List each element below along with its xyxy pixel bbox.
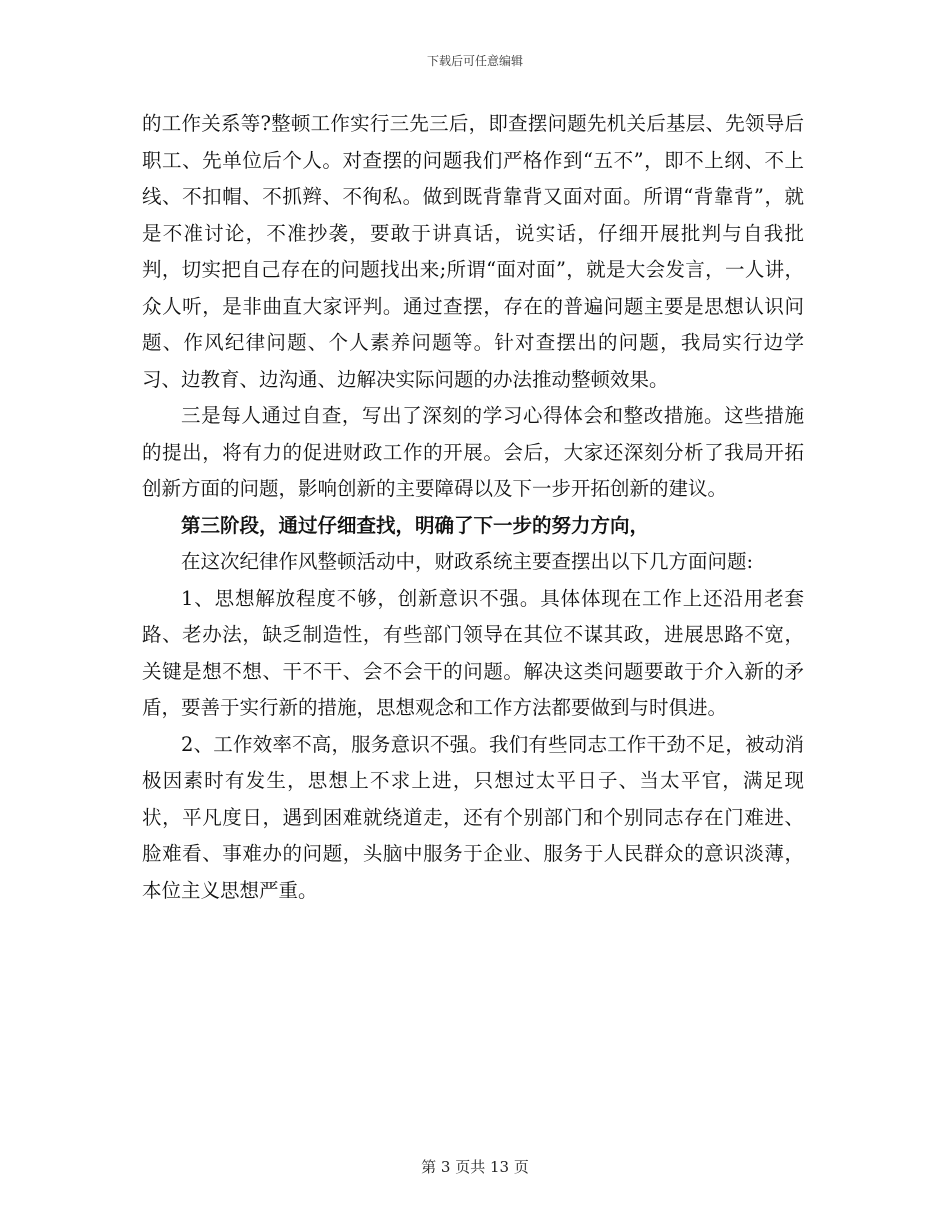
paragraph-intro-problems: 在这次纪律作风整顿活动中，财政系统主要查摆出以下几方面问题:: [181, 550, 754, 573]
paragraph-problem-two: 2、工作效率不高，服务意识不强。我们有些同志工作干劲不足，被动消极因素时有发生，思想上不求上进，只想过太平日子、当太平官，满足现状，平凡度日，遇到困难就绕道走，还有个别部门和个别同志存在门难进、脸难看、事难办的问题，头脑中服务于企业、服务于人民群众的意识淡薄，本位主义思想严重。: [142, 732, 804, 902]
paragraph-problem-one: 1、思想解放程度不够，创新意识不强。具体体现在工作上还沿用老套路、老办法，缺乏制造性，有些部门领导在其位不谋其政，进展思路不宽，关键是想不想、干不干、会不会干的问题。解决这类问题要敢于介入新的矛盾，要善于实行新的措施，思想观念和工作方法都要做到与时俱进。: [142, 586, 804, 719]
paragraph-continuation: 的工作关系等?整顿工作实行三先三后，即查摆问题先机关后基层、先领导后职工、先单位后个人。对查摆的问题我们严格作到“五不”，即不上纲、不上线、不扣帽、不抓辫、不徇私。做到既背靠背又面对面。所谓“背靠背”，就是不准讨论，不准抄袭，要敢于讲真话，说实话，仔细开展批判与自我批判，切实把自己存在的问题找出来;所谓“面对面”，就是大会发言，一人讲，众人听，是非曲直大家评判。通过查摆，存在的普遍问题主要是思想认识问题、作风纪律问题、个人素养问题等。针对查摆出的问题，我局实行边学习、边教育、边沟通、边解决实际问题的办法推动整顿效果。: [142, 112, 804, 391]
page-header: 下载后可任意编辑: [426, 54, 523, 68]
document-body: [142, 106, 804, 909]
page-number-footer: 第 3 页共 13 页: [421, 1158, 529, 1176]
section-heading-stage-three: 第三阶段，通过仔细查找，明确了下一步的努力方向，: [181, 513, 650, 537]
paragraph-point-three: 三是每人通过自查，写出了深刻的学习心得体会和整改措施。这些措施的提出，将有力的促进财政工作的开展。会后，大家还深刻分析了我局开拓创新方面的问题，影响创新的主要障碍以及下一步开拓创新的建议。: [142, 404, 804, 500]
